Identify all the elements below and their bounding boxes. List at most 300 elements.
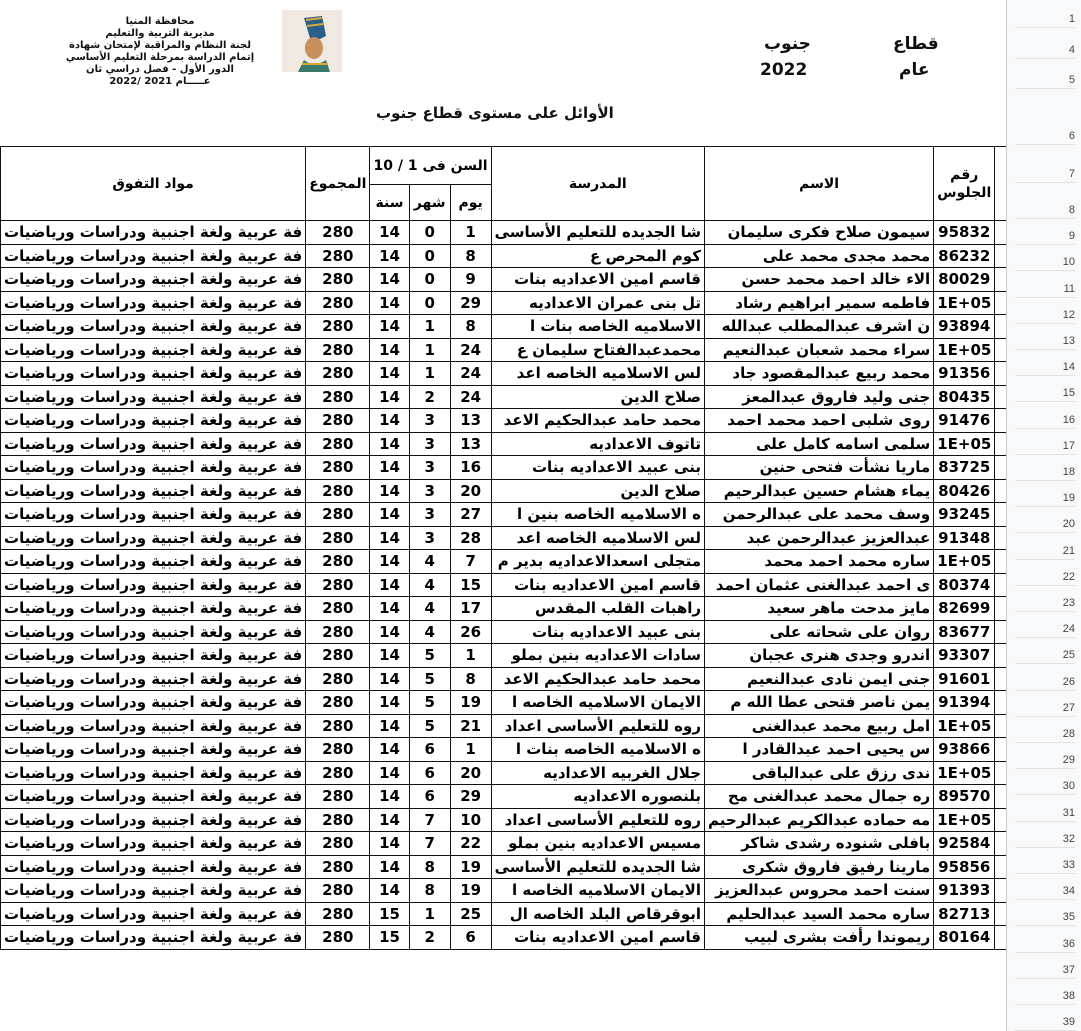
school-cell[interactable]: متجلى اسعدالاعداديه بدير م xyxy=(491,550,704,574)
age-year-cell[interactable]: 14 xyxy=(370,620,409,644)
seat-number-cell[interactable]: 83677 xyxy=(934,620,995,644)
age-month-cell[interactable]: 1 xyxy=(409,315,450,339)
age-day-cell[interactable]: 8 xyxy=(450,244,491,268)
row-number[interactable] xyxy=(1015,298,1075,324)
age-month-cell[interactable]: 8 xyxy=(409,879,450,903)
school-cell[interactable]: قاسم امين الاعداديه بنات xyxy=(491,268,704,292)
seat-number-cell[interactable]: 80426 xyxy=(934,479,995,503)
age-month-cell[interactable]: 6 xyxy=(409,738,450,762)
school-cell[interactable]: جلال الغربيه الاعداديه xyxy=(491,761,704,785)
age-month-cell[interactable]: 5 xyxy=(409,667,450,691)
col-header-name[interactable]: الاسم xyxy=(705,147,934,221)
seat-number-cell[interactable]: 1E+05 xyxy=(934,550,995,574)
name-cell[interactable]: ساره محمد السيد عبدالحليم xyxy=(705,902,934,926)
age-month-cell[interactable]: 2 xyxy=(409,926,450,950)
name-cell[interactable]: سلمى اسامه كامل على xyxy=(705,432,934,456)
age-day-cell[interactable]: 1 xyxy=(450,221,491,245)
age-day-cell[interactable]: 10 xyxy=(450,808,491,832)
age-month-cell[interactable]: 0 xyxy=(409,291,450,315)
age-year-cell[interactable]: 14 xyxy=(370,385,409,409)
row-number[interactable] xyxy=(1015,795,1075,821)
row-number-label: 32 xyxy=(1062,832,1075,845)
name-cell[interactable]: محمد مجدى محمد على xyxy=(705,244,934,268)
name-cell[interactable]: روى شلبى احمد محمد احمد xyxy=(705,409,934,433)
school-cell[interactable]: صلاح الدين xyxy=(491,479,704,503)
age-day-cell[interactable]: 29 xyxy=(450,785,491,809)
school-cell[interactable]: لس الاسلاميه الخاصه اعد xyxy=(491,362,704,386)
subjects-cell[interactable]: فة عربية ولغة اجنبية ودراسات ورياضيات xyxy=(1,526,306,550)
seat-number-cell[interactable]: 89570 xyxy=(934,785,995,809)
school-cell[interactable]: سادات الاعداديه بنين بملو xyxy=(491,644,704,668)
subjects-cell[interactable]: فة عربية ولغة اجنبية ودراسات ورياضيات xyxy=(1,409,306,433)
row-number[interactable] xyxy=(1015,979,1075,1005)
seat-number-cell[interactable]: 95856 xyxy=(934,855,995,879)
age-day-cell[interactable]: 17 xyxy=(450,597,491,621)
age-year-cell[interactable]: 14 xyxy=(370,291,409,315)
row-number[interactable] xyxy=(1015,89,1075,145)
age-month-cell[interactable]: 2 xyxy=(409,385,450,409)
age-month-cell[interactable]: 3 xyxy=(409,432,450,456)
school-cell[interactable]: شا الجديده للتعليم الأساسى xyxy=(491,221,704,245)
age-year-cell[interactable]: 14 xyxy=(370,808,409,832)
seat-number-cell[interactable]: 93307 xyxy=(934,644,995,668)
age-month-cell[interactable]: 5 xyxy=(409,714,450,738)
age-day-cell[interactable]: 8 xyxy=(450,667,491,691)
row-number[interactable] xyxy=(1015,481,1075,507)
age-day-cell[interactable]: 13 xyxy=(450,409,491,433)
row-number[interactable] xyxy=(1015,350,1075,376)
subjects-cell[interactable]: فة عربية ولغة اجنبية ودراسات ورياضيات xyxy=(1,644,306,668)
age-month-cell[interactable]: 3 xyxy=(409,479,450,503)
row-number[interactable] xyxy=(1015,455,1075,481)
school-cell[interactable]: شا الجديده للتعليم الأساسى xyxy=(491,855,704,879)
seat-number-cell[interactable]: 82699 xyxy=(934,597,995,621)
school-cell[interactable]: محمد حامد عبدالحكيم الاعد xyxy=(491,409,704,433)
row-number[interactable] xyxy=(1015,769,1075,795)
total-cell[interactable]: 280 xyxy=(306,338,370,362)
age-day-cell[interactable]: 29 xyxy=(450,291,491,315)
col-header-total[interactable]: المجموع xyxy=(306,147,370,221)
age-month-cell[interactable]: 3 xyxy=(409,456,450,480)
subjects-cell[interactable]: فة عربية ولغة اجنبية ودراسات ورياضيات xyxy=(1,573,306,597)
age-year-cell[interactable]: 14 xyxy=(370,503,409,527)
name-cell[interactable]: جنى ايمن نادى عبدالنعيم xyxy=(705,667,934,691)
name-cell[interactable]: روان على شحاته على xyxy=(705,620,934,644)
seat-number-cell[interactable]: 1E+05 xyxy=(934,808,995,832)
age-month-cell[interactable]: 6 xyxy=(409,785,450,809)
age-month-cell[interactable]: 3 xyxy=(409,503,450,527)
total-cell[interactable]: 280 xyxy=(306,362,370,386)
subjects-cell[interactable]: فة عربية ولغة اجنبية ودراسات ورياضيات xyxy=(1,268,306,292)
row-number[interactable] xyxy=(1015,376,1075,402)
age-year-cell[interactable]: 14 xyxy=(370,362,409,386)
col-header-day[interactable]: يوم xyxy=(450,185,491,221)
age-year-cell[interactable]: 15 xyxy=(370,926,409,950)
age-day-cell[interactable]: 7 xyxy=(450,550,491,574)
age-month-cell[interactable]: 1 xyxy=(409,362,450,386)
school-cell[interactable]: مسيس الاعداديه بنين بملو xyxy=(491,832,704,856)
seat-number-cell[interactable]: 80029 xyxy=(934,268,995,292)
age-day-cell[interactable]: 6 xyxy=(450,926,491,950)
age-day-cell[interactable]: 24 xyxy=(450,385,491,409)
total-cell[interactable]: 280 xyxy=(306,268,370,292)
age-year-cell[interactable]: 14 xyxy=(370,409,409,433)
seat-number-cell[interactable]: 91356 xyxy=(934,362,995,386)
subjects-cell[interactable]: فة عربية ولغة اجنبية ودراسات ورياضيات xyxy=(1,902,306,926)
school-cell[interactable]: الايمان الاسلاميه الخاصه ا xyxy=(491,879,704,903)
total-cell[interactable]: 280 xyxy=(306,244,370,268)
school-cell[interactable]: الايمان الاسلاميه الخاصه ا xyxy=(491,691,704,715)
total-cell[interactable]: 280 xyxy=(306,761,370,785)
row-number[interactable] xyxy=(1015,145,1075,183)
name-cell[interactable]: عبدالعزيز عبدالرحمن عبد xyxy=(705,526,934,550)
school-cell[interactable]: ابوقرقاص البلد الخاصه ال xyxy=(491,902,704,926)
seat-number-cell[interactable]: 91601 xyxy=(934,667,995,691)
seat-number-cell[interactable]: 92584 xyxy=(934,832,995,856)
row-number-label: 25 xyxy=(1062,649,1075,662)
age-year-cell[interactable]: 14 xyxy=(370,221,409,245)
age-month-cell[interactable]: 4 xyxy=(409,550,450,574)
total-cell[interactable]: 280 xyxy=(306,855,370,879)
total-cell[interactable]: 280 xyxy=(306,644,370,668)
name-cell[interactable]: ن اشرف عبدالمطلب عبدالله xyxy=(705,315,934,339)
total-cell[interactable]: 280 xyxy=(306,221,370,245)
name-cell[interactable]: فاطمه سمير ابراهيم رشاد xyxy=(705,291,934,315)
age-day-cell[interactable]: 9 xyxy=(450,268,491,292)
total-cell[interactable]: 280 xyxy=(306,738,370,762)
age-day-cell[interactable]: 22 xyxy=(450,832,491,856)
age-year-cell[interactable]: 14 xyxy=(370,714,409,738)
total-cell[interactable]: 280 xyxy=(306,597,370,621)
total-cell[interactable]: 280 xyxy=(306,409,370,433)
total-cell[interactable]: 280 xyxy=(306,808,370,832)
total-cell[interactable]: 280 xyxy=(306,456,370,480)
total-cell[interactable]: 280 xyxy=(306,432,370,456)
subjects-cell[interactable]: فة عربية ولغة اجنبية ودراسات ورياضيات xyxy=(1,597,306,621)
subjects-cell[interactable]: فة عربية ولغة اجنبية ودراسات ورياضيات xyxy=(1,503,306,527)
school-cell[interactable]: لس الاسلاميه الخاصه اعد xyxy=(491,526,704,550)
age-month-cell[interactable]: 4 xyxy=(409,620,450,644)
age-year-cell[interactable]: 14 xyxy=(370,855,409,879)
age-year-cell[interactable]: 14 xyxy=(370,550,409,574)
age-year-cell[interactable]: 14 xyxy=(370,738,409,762)
school-cell[interactable]: تاتوف الاعداديه xyxy=(491,432,704,456)
col-header-school[interactable]: المدرسة xyxy=(491,147,704,221)
total-cell[interactable]: 280 xyxy=(306,291,370,315)
age-month-cell[interactable]: 0 xyxy=(409,221,450,245)
school-cell[interactable]: روه للتعليم الأساسى اعداد xyxy=(491,808,704,832)
age-month-cell[interactable]: 7 xyxy=(409,808,450,832)
age-year-cell[interactable]: 14 xyxy=(370,644,409,668)
age-day-cell[interactable]: 28 xyxy=(450,526,491,550)
age-year-cell[interactable]: 14 xyxy=(370,315,409,339)
subjects-cell[interactable]: فة عربية ولغة اجنبية ودراسات ورياضيات xyxy=(1,855,306,879)
seat-number-cell[interactable]: 86232 xyxy=(934,244,995,268)
row-number[interactable] xyxy=(1015,59,1075,89)
age-month-cell[interactable]: 7 xyxy=(409,832,450,856)
row-number[interactable] xyxy=(1015,612,1075,638)
age-month-cell[interactable]: 4 xyxy=(409,597,450,621)
row-number[interactable] xyxy=(1015,507,1075,533)
subjects-cell[interactable]: فة عربية ولغة اجنبية ودراسات ورياضيات xyxy=(1,291,306,315)
age-month-cell[interactable]: 1 xyxy=(409,338,450,362)
subjects-cell[interactable]: فة عربية ولغة اجنبية ودراسات ورياضيات xyxy=(1,385,306,409)
subjects-cell[interactable]: فة عربية ولغة اجنبية ودراسات ورياضيات xyxy=(1,926,306,950)
subjects-cell[interactable]: فة عربية ولغة اجنبية ودراسات ورياضيات xyxy=(1,714,306,738)
seat-number-cell[interactable]: 1E+05 xyxy=(934,714,995,738)
total-cell[interactable]: 280 xyxy=(306,902,370,926)
age-day-cell[interactable]: 24 xyxy=(450,338,491,362)
subjects-cell[interactable]: فة عربية ولغة اجنبية ودراسات ورياضيات xyxy=(1,315,306,339)
row-number[interactable] xyxy=(1015,638,1075,664)
age-month-cell[interactable]: 4 xyxy=(409,573,450,597)
row-number[interactable] xyxy=(1015,691,1075,717)
subjects-cell[interactable]: فة عربية ولغة اجنبية ودراسات ورياضيات xyxy=(1,550,306,574)
row-number-label: 14 xyxy=(1062,361,1075,374)
col-header-seat[interactable]: رقم الجلوس xyxy=(934,147,995,221)
row-number[interactable] xyxy=(1015,874,1075,900)
age-year-cell[interactable]: 14 xyxy=(370,268,409,292)
school-cell[interactable]: بلنصوره الاعداديه xyxy=(491,785,704,809)
row-number[interactable] xyxy=(1015,822,1075,848)
total-cell[interactable]: 280 xyxy=(306,573,370,597)
seat-number-cell[interactable]: 93245 xyxy=(934,503,995,527)
subjects-cell[interactable]: فة عربية ولغة اجنبية ودراسات ورياضيات xyxy=(1,221,306,245)
row-number[interactable] xyxy=(1015,533,1075,559)
col-header-year[interactable]: سنة xyxy=(370,185,409,221)
age-month-cell[interactable]: 8 xyxy=(409,855,450,879)
seat-number-cell[interactable]: 83725 xyxy=(934,456,995,480)
col-header-age[interactable]: السن فى 1 / 10 xyxy=(370,147,491,185)
total-cell[interactable]: 280 xyxy=(306,479,370,503)
row-number[interactable] xyxy=(1015,28,1075,59)
age-year-cell[interactable]: 14 xyxy=(370,479,409,503)
age-month-cell[interactable]: 1 xyxy=(409,902,450,926)
total-cell[interactable]: 280 xyxy=(306,785,370,809)
age-day-cell[interactable]: 27 xyxy=(450,503,491,527)
row-number[interactable] xyxy=(1015,900,1075,926)
name-cell[interactable]: بافلى شنوده رشدى شاكر xyxy=(705,832,934,856)
seat-number-cell[interactable]: 80374 xyxy=(934,573,995,597)
col-header-subjects[interactable]: مواد التفوق xyxy=(1,147,306,221)
total-cell[interactable]: 280 xyxy=(306,526,370,550)
seat-number-cell[interactable]: 95832 xyxy=(934,221,995,245)
age-month-cell[interactable]: 5 xyxy=(409,644,450,668)
age-month-cell[interactable]: 0 xyxy=(409,268,450,292)
age-day-cell[interactable]: 26 xyxy=(450,620,491,644)
age-year-cell[interactable]: 14 xyxy=(370,785,409,809)
subjects-cell[interactable]: فة عربية ولغة اجنبية ودراسات ورياضيات xyxy=(1,338,306,362)
name-cell[interactable]: جنى وليد فاروق عبدالمعز xyxy=(705,385,934,409)
seat-number-cell[interactable]: 1E+05 xyxy=(934,432,995,456)
seat-number-cell[interactable]: 91394 xyxy=(934,691,995,715)
seat-number-cell[interactable]: 1E+05 xyxy=(934,761,995,785)
school-cell[interactable]: ه الاسلاميه الخاصه بنات ا xyxy=(491,738,704,762)
total-cell[interactable]: 280 xyxy=(306,550,370,574)
age-day-cell[interactable]: 13 xyxy=(450,432,491,456)
subjects-cell[interactable]: فة عربية ولغة اجنبية ودراسات ورياضيات xyxy=(1,362,306,386)
age-day-cell[interactable]: 24 xyxy=(450,362,491,386)
age-day-cell[interactable]: 15 xyxy=(450,573,491,597)
age-year-cell[interactable]: 14 xyxy=(370,456,409,480)
age-year-cell[interactable]: 15 xyxy=(370,902,409,926)
seat-number-cell[interactable]: 91476 xyxy=(934,409,995,433)
seat-number-cell[interactable]: 80435 xyxy=(934,385,995,409)
seat-number-cell[interactable]: 1E+05 xyxy=(934,291,995,315)
seat-number-cell[interactable]: 91393 xyxy=(934,879,995,903)
name-cell[interactable]: سيمون صلاح فكرى سليمان xyxy=(705,221,934,245)
row-number-label: 30 xyxy=(1062,780,1075,793)
age-month-cell[interactable]: 3 xyxy=(409,409,450,433)
total-cell[interactable]: 280 xyxy=(306,714,370,738)
school-cell[interactable]: تل بنى عمران الاعداديه xyxy=(491,291,704,315)
age-year-cell[interactable]: 14 xyxy=(370,667,409,691)
row-number[interactable] xyxy=(1015,183,1075,219)
name-cell[interactable]: ريموندا رأفت بشرى لبيب xyxy=(705,926,934,950)
row-number[interactable] xyxy=(1015,848,1075,874)
row-number[interactable] xyxy=(1015,1005,1075,1031)
school-cell[interactable]: محمد حامد عبدالحكيم الاعد xyxy=(491,667,704,691)
row-number[interactable] xyxy=(1015,429,1075,455)
age-day-cell[interactable]: 16 xyxy=(450,456,491,480)
age-day-cell[interactable]: 25 xyxy=(450,902,491,926)
total-cell[interactable]: 280 xyxy=(306,879,370,903)
age-month-cell[interactable]: 5 xyxy=(409,691,450,715)
row-number[interactable] xyxy=(1015,324,1075,350)
age-day-cell[interactable]: 1 xyxy=(450,644,491,668)
row-number[interactable] xyxy=(1015,743,1075,769)
subjects-cell[interactable]: فة عربية ولغة اجنبية ودراسات ورياضيات xyxy=(1,456,306,480)
school-cell[interactable]: محمدعبدالفتاح سليمان ع xyxy=(491,338,704,362)
school-cell[interactable]: قاسم امين الاعداديه بنات xyxy=(491,926,704,950)
row-number[interactable] xyxy=(1015,560,1075,586)
subjects-cell[interactable]: فة عربية ولغة اجنبية ودراسات ورياضيات xyxy=(1,667,306,691)
subjects-cell[interactable]: فة عربية ولغة اجنبية ودراسات ورياضيات xyxy=(1,785,306,809)
total-cell[interactable]: 280 xyxy=(306,503,370,527)
age-year-cell[interactable]: 14 xyxy=(370,573,409,597)
row-number[interactable] xyxy=(1015,586,1075,612)
name-cell[interactable]: مه حماده عبدالكريم عبدالرحيم xyxy=(705,808,934,832)
subjects-cell[interactable]: فة عربية ولغة اجنبية ودراسات ورياضيات xyxy=(1,620,306,644)
name-cell[interactable]: ى احمد عبدالغنى عثمان احمد xyxy=(705,573,934,597)
school-cell[interactable]: راهبات القلب المقدس xyxy=(491,597,704,621)
age-month-cell[interactable]: 3 xyxy=(409,526,450,550)
age-year-cell[interactable]: 14 xyxy=(370,526,409,550)
age-day-cell[interactable]: 1 xyxy=(450,738,491,762)
seat-number-cell[interactable]: 91348 xyxy=(934,526,995,550)
total-cell[interactable]: 280 xyxy=(306,926,370,950)
name-cell[interactable]: الاء خالد احمد محمد حسن xyxy=(705,268,934,292)
age-day-cell[interactable]: 19 xyxy=(450,855,491,879)
age-year-cell[interactable]: 14 xyxy=(370,832,409,856)
age-day-cell[interactable]: 19 xyxy=(450,691,491,715)
row-number[interactable] xyxy=(1015,926,1075,952)
total-cell[interactable]: 280 xyxy=(306,620,370,644)
age-day-cell[interactable]: 8 xyxy=(450,315,491,339)
seat-number-cell[interactable]: 93894 xyxy=(934,315,995,339)
age-year-cell[interactable]: 14 xyxy=(370,879,409,903)
total-cell[interactable]: 280 xyxy=(306,315,370,339)
age-day-cell[interactable]: 20 xyxy=(450,479,491,503)
subjects-cell[interactable]: فة عربية ولغة اجنبية ودراسات ورياضيات xyxy=(1,432,306,456)
name-cell[interactable]: يمن ناصر فتحى عطا الله م xyxy=(705,691,934,715)
age-day-cell[interactable]: 19 xyxy=(450,879,491,903)
name-cell[interactable]: مارينا رفيق فاروق شكرى xyxy=(705,855,934,879)
name-cell[interactable]: وسف محمد على عبدالرحمن xyxy=(705,503,934,527)
subjects-cell[interactable]: فة عربية ولغة اجنبية ودراسات ورياضيات xyxy=(1,691,306,715)
seat-number-cell[interactable]: 93866 xyxy=(934,738,995,762)
age-year-cell[interactable]: 14 xyxy=(370,597,409,621)
age-day-cell[interactable]: 20 xyxy=(450,761,491,785)
subjects-cell[interactable]: فة عربية ولغة اجنبية ودراسات ورياضيات xyxy=(1,832,306,856)
row-number[interactable] xyxy=(1015,0,1075,28)
row-number[interactable] xyxy=(1015,219,1075,245)
row-number[interactable] xyxy=(1015,664,1075,690)
age-year-cell[interactable]: 14 xyxy=(370,761,409,785)
age-year-cell[interactable]: 14 xyxy=(370,432,409,456)
total-cell[interactable]: 280 xyxy=(306,691,370,715)
subjects-cell[interactable]: فة عربية ولغة اجنبية ودراسات ورياضيات xyxy=(1,244,306,268)
seat-number-cell[interactable]: 1E+05 xyxy=(934,338,995,362)
name-cell[interactable]: س يحيى احمد عبدالقادر ا xyxy=(705,738,934,762)
school-cell[interactable]: كوم المحرص ع xyxy=(491,244,704,268)
subjects-cell[interactable]: فة عربية ولغة اجنبية ودراسات ورياضيات xyxy=(1,761,306,785)
subjects-cell[interactable]: فة عربية ولغة اجنبية ودراسات ورياضيات xyxy=(1,879,306,903)
school-cell[interactable]: بنى عبيد الاعداديه بنات xyxy=(491,620,704,644)
name-cell[interactable]: ره جمال محمد عبدالغنى مح xyxy=(705,785,934,809)
school-cell[interactable]: بنى عبيد الاعداديه بنات xyxy=(491,456,704,480)
age-year-cell[interactable]: 14 xyxy=(370,691,409,715)
total-cell[interactable]: 280 xyxy=(306,385,370,409)
age-day-cell[interactable]: 21 xyxy=(450,714,491,738)
name-cell[interactable]: سراء محمد شعبان عبدالنعيم xyxy=(705,338,934,362)
school-cell[interactable]: ه الاسلاميه الخاصه بنين ا xyxy=(491,503,704,527)
age-month-cell[interactable]: 0 xyxy=(409,244,450,268)
total-cell[interactable]: 280 xyxy=(306,667,370,691)
school-cell[interactable]: صلاح الدين xyxy=(491,385,704,409)
seat-number-cell[interactable]: 82713 xyxy=(934,902,995,926)
seat-number-cell[interactable]: 80164 xyxy=(934,926,995,950)
school-cell[interactable]: الاسلاميه الخاصه بنات ا xyxy=(491,315,704,339)
subjects-cell[interactable]: فة عربية ولغة اجنبية ودراسات ورياضيات xyxy=(1,738,306,762)
school-cell[interactable]: قاسم امين الاعداديه بنات xyxy=(491,573,704,597)
subjects-cell[interactable]: فة عربية ولغة اجنبية ودراسات ورياضيات xyxy=(1,479,306,503)
age-year-cell[interactable]: 14 xyxy=(370,338,409,362)
name-cell[interactable]: ماريا نشأت فتحى حنين xyxy=(705,456,934,480)
row-number[interactable] xyxy=(1015,953,1075,979)
name-cell[interactable]: ساره محمد احمد محمد xyxy=(705,550,934,574)
subjects-cell[interactable]: فة عربية ولغة اجنبية ودراسات ورياضيات xyxy=(1,808,306,832)
name-cell[interactable]: محمد ربيع عبدالمقصود جاد xyxy=(705,362,934,386)
col-header-month[interactable]: شهر xyxy=(409,185,450,221)
name-cell[interactable]: امل ربيع محمد عبدالغنى xyxy=(705,714,934,738)
gov-line: مديرية التربية والتعليم xyxy=(105,28,215,39)
name-cell[interactable]: سنت احمد محروس عبدالعزيز xyxy=(705,879,934,903)
row-number[interactable] xyxy=(1015,717,1075,743)
name-cell[interactable]: مايز مدحت ماهر سعيد xyxy=(705,597,934,621)
school-cell[interactable]: روه للتعليم الأساسى اعداد xyxy=(491,714,704,738)
age-year-cell[interactable]: 14 xyxy=(370,244,409,268)
name-cell[interactable]: يماء هشام حسين عبدالرحيم xyxy=(705,479,934,503)
name-cell[interactable]: ندى رزق على عبدالباقى xyxy=(705,761,934,785)
name-cell[interactable]: اندرو وجدى هنرى عجبان xyxy=(705,644,934,668)
gov-line: الدور الأول - فصل دراسي ثان xyxy=(86,64,234,75)
row-number[interactable] xyxy=(1015,402,1075,428)
age-month-cell[interactable]: 6 xyxy=(409,761,450,785)
total-cell[interactable]: 280 xyxy=(306,832,370,856)
row-number[interactable] xyxy=(1015,245,1075,271)
row-number[interactable] xyxy=(1015,271,1075,297)
